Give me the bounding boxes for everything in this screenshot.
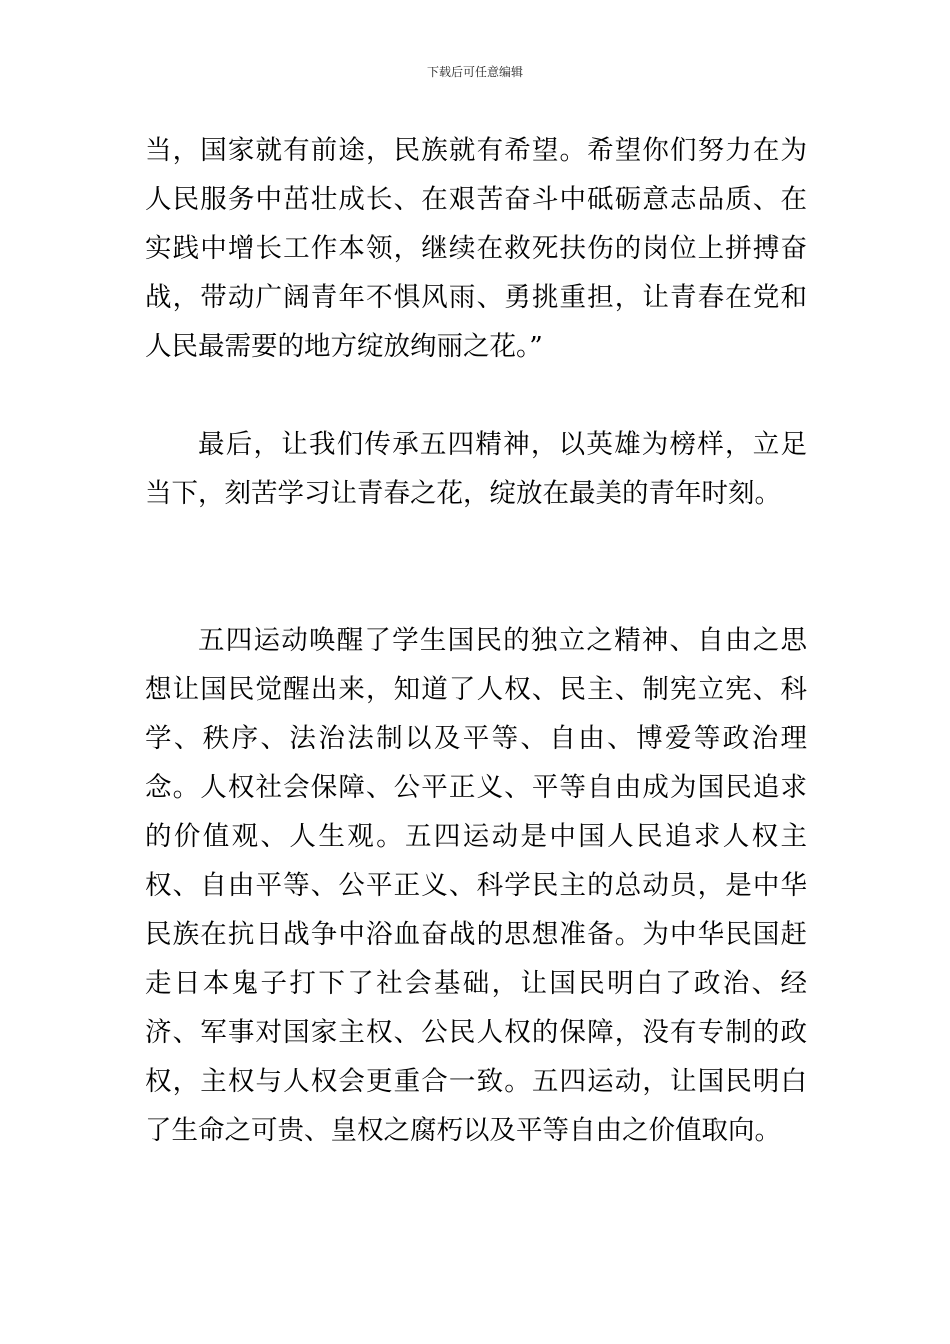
page-header: 下载后可任意编辑: [426, 65, 523, 79]
paragraph-continuation: 当，国家就有前途，民族就有希望。希望你们努力在为人民服务中茁壮成长、在艰苦奋斗中砥砺意志品质、在实践中增长工作本领，继续在救死扶伤的岗位上拼搏奋战，带动广阔青年不惧风雨、勇挑重担，让青春在党和人民最需要的地方绽放绚丽之花。”: [145, 135, 807, 362]
document-body: [145, 126, 807, 1155]
paragraph-conclusion: 最后，让我们传承五四精神，以英雄为榜样，立足当下，刻苦学习让青春之花，绽放在最美的青年时刻。: [145, 429, 807, 509]
paragraph-spacer: [145, 371, 807, 420]
paragraph-may-fourth: 五四运动唤醒了学生国民的独立之精神、自由之思想让国民觉醒出来，知道了人权、民主、制宪立宪、科学、秩序、法治法制以及平等、自由、博爱等政治理念。人权社会保障、公平正义、平等自由成为国民追求的价值观、人生观。五四运动是中国人民追求人权主权、自由平等、公平正义、科学民主的总动员，是中华民族在抗日战争中浴血奋战的思想准备。为中华民国赶走日本鬼子打下了社会基础，让国民明白了政治、经济、军事对国家主权、公民人权的保障，没有专制的政权，主权与人权会更重合一致。五四运动，让国民明白了生命之可贵、皇权之腐朽以及平等自由之价值取向。: [145, 625, 807, 1146]
section-spacer: [145, 518, 807, 616]
